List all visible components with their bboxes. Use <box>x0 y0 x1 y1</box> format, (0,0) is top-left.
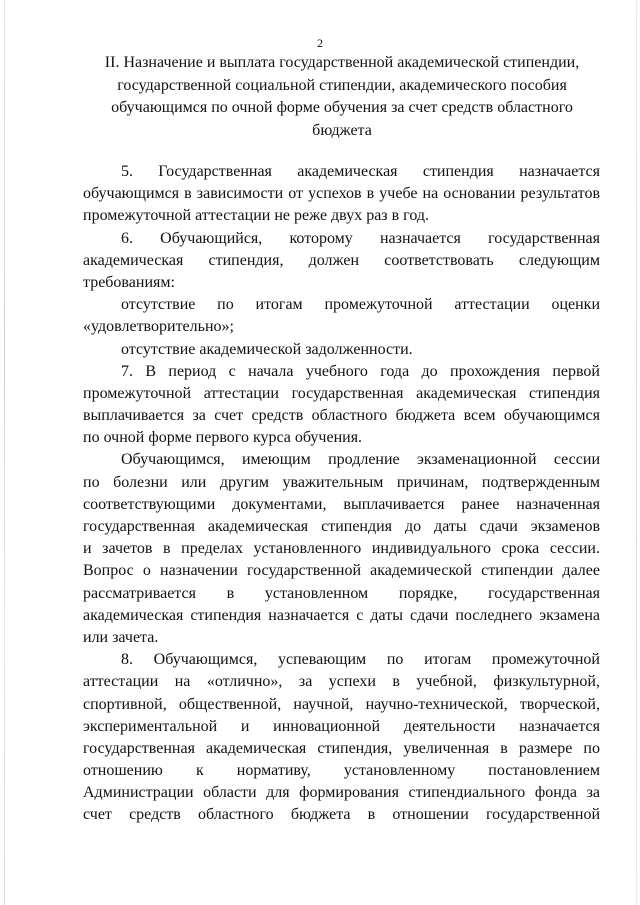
body-line: 6. Обучающийся, которому назначается государственная <box>121 229 600 247</box>
body-line: государственная академическая стипендия до даты сдачи экзаменов <box>83 518 600 535</box>
body-line: государственная академическая стипендия, увеличенная в размере по <box>83 739 600 757</box>
heading-line: II. Назначение и выплата государственной академической стипендии, <box>104 54 580 71</box>
body-line: выплачивается за счет средств областного бюджета всем обучающимся <box>83 407 600 425</box>
heading-line: бюджета <box>312 121 372 139</box>
heading-line: обучающимся по очной форме обучения за счет средств областного <box>111 99 573 116</box>
body-line: обучающимся в зависимости от успехов в учебе на основании результатов <box>83 185 600 203</box>
body-line: академическая стипендия, должен соответствовать следующим <box>83 251 600 269</box>
body-line: или зачета. <box>83 628 159 646</box>
body-line: промежуточной аттестации не реже двух раз в год. <box>83 207 430 225</box>
body-line: 7. В период с начала учебного года до прохождения первой <box>121 362 600 380</box>
body-line: отсутствие по итогам промежуточной аттестации оценки <box>121 296 600 314</box>
scan-edge-left <box>4 0 5 905</box>
body-line: спортивной, общественной, научной, научно-технической, творческой, <box>83 695 600 713</box>
body-line: отношению к нормативу, установленному постановлением <box>83 762 600 780</box>
body-line: Вопрос о назначении государственной академической стипендии далее <box>83 562 600 580</box>
body-line: по очной форме первого курса обучения. <box>83 429 363 447</box>
body-text <box>83 161 600 827</box>
body-line: экспериментальной и инновационной деятельности назначается <box>83 717 600 735</box>
body-line: рассматривается в установленном порядке, государственная <box>83 584 600 602</box>
body-line: и зачетов в пределах установленного индивидуального срока сессии. <box>83 540 600 558</box>
body-line: по болезни или другим уважительным причинам, подтвержденным <box>83 473 600 491</box>
body-line: 8. Обучающимся, успевающим по итогам промежуточной <box>121 651 600 669</box>
body-line: соответствующими документами, выплачивается ранее назначенная <box>83 495 600 513</box>
body-line: требованиям: <box>83 273 175 291</box>
body-line: промежуточной аттестации государственная академическая стипендия <box>83 384 600 402</box>
body-line: академическая стипендия назначается с даты сдачи последнего экзамена <box>83 606 600 624</box>
body-line: счет средств областного бюджета в отношении государственной <box>83 806 600 824</box>
body-line: отсутствие академической задолженности. <box>121 340 413 358</box>
page-number: 2 <box>317 36 323 50</box>
section-heading <box>86 52 598 142</box>
body-line: аттестации на «отлично», за успехи в учебной, физкультурной, <box>83 673 600 691</box>
body-line: «удовлетворительно»; <box>83 318 234 336</box>
scan-edge-right <box>636 0 637 905</box>
body-line: Администрации области для формирования стипендиального фонда за <box>83 784 600 802</box>
heading-line: государственной социальной стипендии, академического пособия <box>117 76 567 94</box>
body-line: 5. Государственная академическая стипендия назначается <box>121 163 600 180</box>
body-line: Обучающимся, имеющим продление экзаменационной сессии <box>121 451 600 469</box>
